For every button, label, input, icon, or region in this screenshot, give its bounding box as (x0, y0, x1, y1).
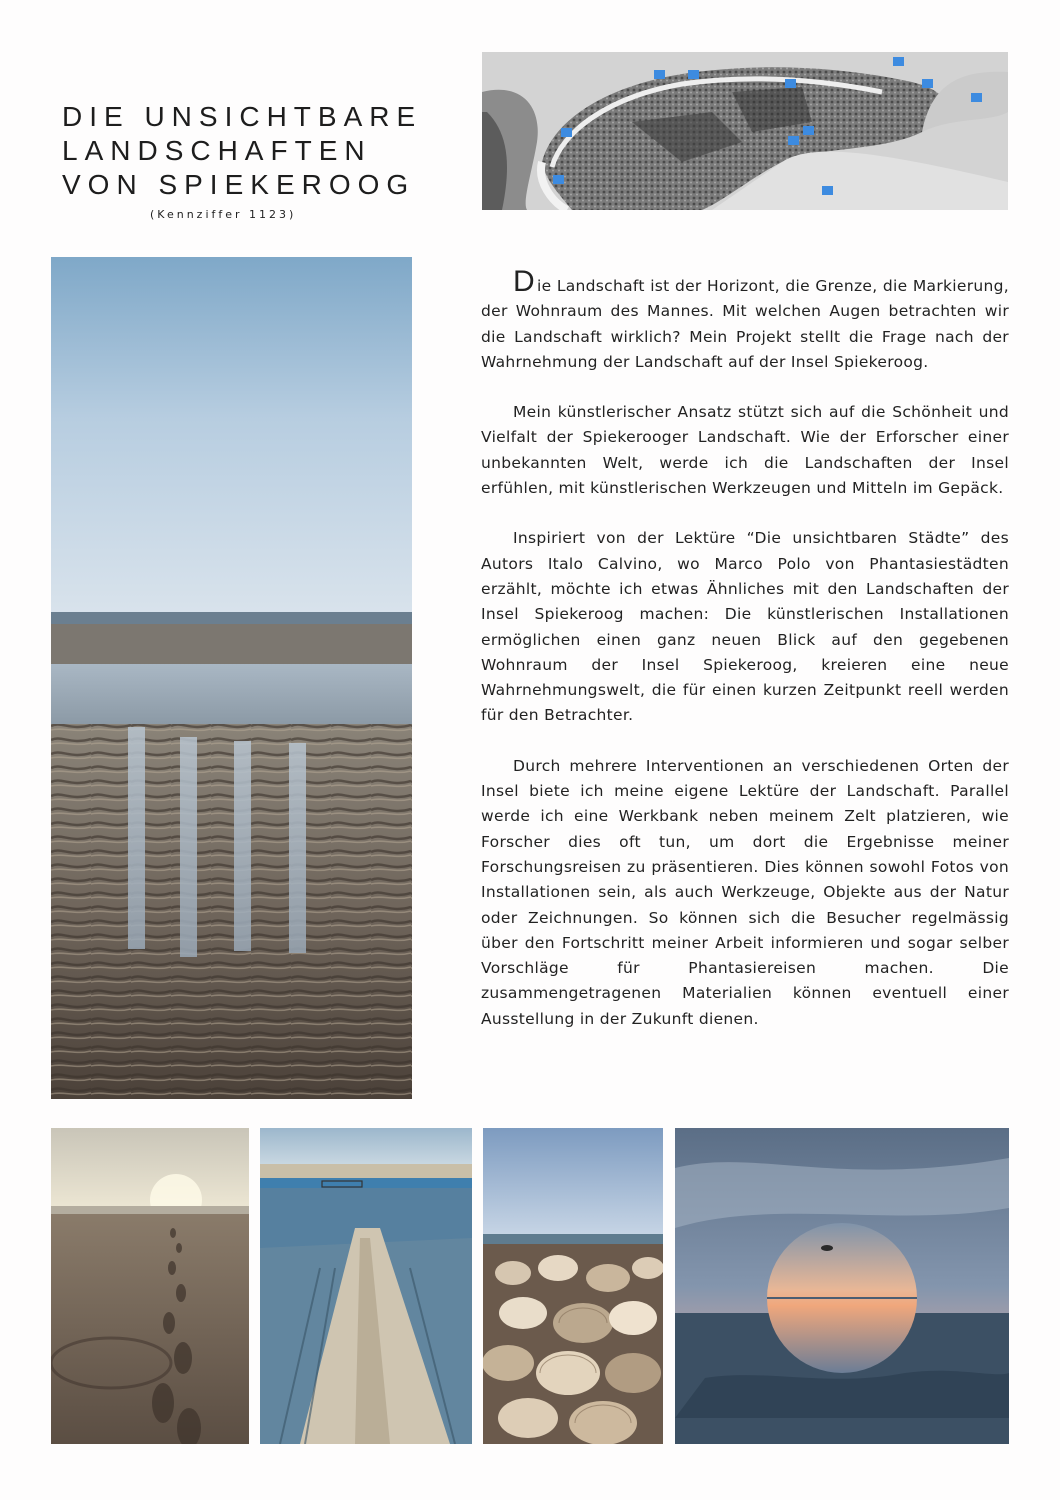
title-line-3: VON SPIEKEROOG (62, 169, 416, 200)
title-line-2: LANDSCHAFTEN (62, 135, 372, 166)
sunset-circle-photo (675, 1128, 1009, 1444)
kennziffer-label: (Kennziffer 1123) (150, 208, 297, 221)
paragraph-2: Mein künstlerischer Ansatz stützt sich auf die Schönheit und Vielfalt der Spiekerooger Landschaft. Wie der Erforscher einer unbekannten Welt, werde ich die Landschaften der Insel erfühlen, mit künstlerischen Werkzeugen und Mitteln im Gepäck. (481, 403, 1009, 498)
page-title (62, 100, 422, 202)
paragraph-1-text: ie Landschaft ist der Horizont, die Grenze, die Markierung, der Wohnraum des Mannes. Mit welchen Augen betrachten wir die Landschaft wirklich? Mein Projekt stellt die Frage nach der Wahrnehmung der Landschaft auf der Insel Spiekeroog. (481, 277, 1009, 371)
title-line-1: DIE UNSICHTBARE (62, 101, 423, 132)
drop-cap: D (513, 265, 535, 298)
paragraph-1 (481, 265, 1009, 375)
sea-path-photo (260, 1128, 472, 1444)
shells-photo (483, 1128, 663, 1444)
paragraph-4: Durch mehrere Interventionen an verschiedenen Orten der Insel biete ich meine eigene Lektüre der Landschaft. Parallel werde ich eine Werkbank neben meinem Zelt platzieren, wie Forscher dies oft tun, um dort die Ergebnisse meiner Forschungsreisen zu präsentieren. Dies können sowohl Fotos von Installationen sein, als auch Werkzeuge, Objekte aus der Natur oder Zeichnungen. So können sich die Besucher regelmässig über den Fortschritt meiner Arbeit informieren und sogar selber Vorschläge für Phantasiereisen machen. Die zusammengetragenen Materialien können eventuell einer Ausstellung in der Zukunft dienen. (481, 756, 1009, 1028)
paragraph-3: Inspiriert von der Lektüre “Die unsichtbaren Städte” des Autors Italo Calvino, wo Marco Polo von Phantasiestädten erzählt, möchte ich etwas Ähnliches mit den Landschaften der Insel Spiekeroog machen: Die künstlerischen Installationen ermöglichen einen ganz neuen Blick auf den gegebenen Wohnraum der Insel Spiekeroog, kreieren eine neue Wahrnehmungswelt, die für einen kurzen Zeitpunkt reell werden für den Betrachter. (481, 529, 1009, 725)
aerial-map-image (482, 52, 1008, 210)
body-text (481, 265, 1009, 1057)
footprints-photo (51, 1128, 249, 1444)
beach-installation-photo (51, 257, 412, 1099)
